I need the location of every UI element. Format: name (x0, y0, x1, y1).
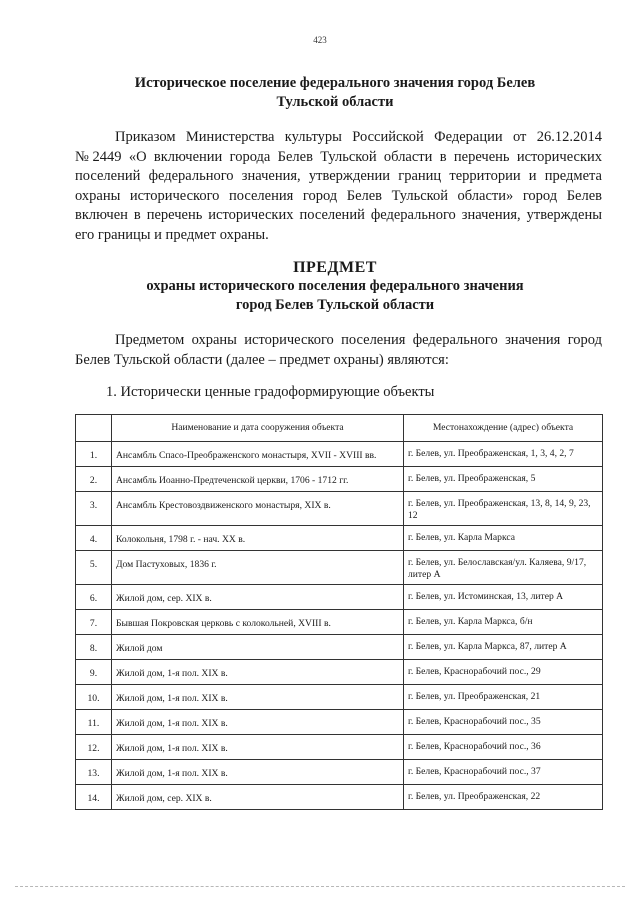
header-address: Местонахождение (адрес) объекта (404, 415, 603, 442)
table-row (76, 467, 603, 492)
object-address: г. Белев, Краснорабочий пос., 37 (404, 760, 603, 785)
object-address: г. Белев, ул. Преображенская, 22 (404, 785, 603, 810)
object-name: Жилой дом, 1-я пол. XIX в. (112, 760, 404, 785)
object-address: г. Белев, Краснорабочий пос., 36 (404, 735, 603, 760)
table-header-row (76, 415, 603, 442)
object-address: г. Белев, ул. Белославская/ул. Каляева, 9/17, литер А (404, 551, 603, 585)
row-number: 9. (76, 660, 112, 685)
table-row (76, 526, 603, 551)
intro-paragraph (75, 128, 602, 246)
object-address: г. Белев, ул. Карла Маркса (404, 526, 603, 551)
row-number: 1. (76, 442, 112, 467)
table-row (76, 760, 603, 785)
object-address: г. Белев, Краснорабочий пос., 35 (404, 710, 603, 735)
object-address: г. Белев, ул. Истоминская, 13, литер А (404, 585, 603, 610)
table-row (76, 635, 603, 660)
page-number: 423 (313, 35, 327, 45)
section-title: 1. Исторически ценные градоформирующие объекты (106, 384, 435, 400)
table-row (76, 442, 603, 467)
row-number: 10. (76, 685, 112, 710)
object-name: Жилой дом, 1-я пол. XIX в. (112, 710, 404, 735)
object-name: Бывшая Покровская церковь с колокольней, XVIII в. (112, 610, 404, 635)
objects-table (75, 414, 603, 810)
row-number: 5. (76, 551, 112, 585)
header-name: Наименование и дата сооружения объекта (112, 415, 404, 442)
row-number: 7. (76, 610, 112, 635)
document-title-line-1: Историческое поселение федерального значения город Белев (134, 75, 536, 91)
document-title-line-2: Тульской области (276, 94, 394, 110)
object-name: Ансамбль Крестовоздвиженского монастыря, XIX в. (112, 492, 404, 526)
row-number: 6. (76, 585, 112, 610)
object-name: Жилой дом, сер. XIX в. (112, 585, 404, 610)
scan-edge-line (15, 886, 625, 889)
row-number: 11. (76, 710, 112, 735)
table-row (76, 735, 603, 760)
table-row (76, 610, 603, 635)
object-name: Колокольня, 1798 г. - нач. XX в. (112, 526, 404, 551)
object-address: г. Белев, ул. Преображенская, 13, 8, 14, 9, 23, 12 (404, 492, 603, 526)
subject-paragraph (75, 330, 602, 370)
row-number: 12. (76, 735, 112, 760)
subject-heading-line-1: ПРЕДМЕТ (293, 259, 377, 276)
table-row (76, 551, 603, 585)
object-name: Жилой дом, 1-я пол. XIX в. (112, 685, 404, 710)
subject-heading-line-2: охраны исторического поселения федерального значения (146, 278, 524, 294)
object-address: г. Белев, ул. Преображенская, 21 (404, 685, 603, 710)
object-address: г. Белев, ул. Карла Маркса, б/н (404, 610, 603, 635)
table-row (76, 685, 603, 710)
object-name: Ансамбль Спасо-Преображенского монастыря, XVII - XVIII вв. (112, 442, 404, 467)
table-row (76, 785, 603, 810)
table-row (76, 492, 603, 526)
row-number: 13. (76, 760, 112, 785)
object-address: г. Белев, ул. Карла Маркса, 87, литер А (404, 635, 603, 660)
row-number: 8. (76, 635, 112, 660)
object-name: Жилой дом (112, 635, 404, 660)
table-row (76, 585, 603, 610)
row-number: 2. (76, 467, 112, 492)
object-address: г. Белев, Краснорабочий пос., 29 (404, 660, 603, 685)
table-body (76, 442, 603, 810)
object-name: Ансамбль Иоанно-Предтеченской церкви, 1706 - 1712 гг. (112, 467, 404, 492)
object-address: г. Белев, ул. Преображенская, 1, 3, 4, 2, 7 (404, 442, 603, 467)
subject-paragraph-text: Предметом охраны исторического поселения федерального значения город Белев Тульской области (далее – предмет охраны) являются: (75, 332, 602, 368)
row-number: 4. (76, 526, 112, 551)
object-name: Дом Пастуховых, 1836 г. (112, 551, 404, 585)
intro-text: Приказом Министерства культуры Российской Федерации от 26.12.2014 №2449 «О включении города Белев Тульской области в перечень исторических поселений федерального значения, утверждении границ территории и предмета охраны исторического поселения город Белев Тульской области» город Белев включен в перечень исторических поселений федерального значения, утверждены его границы и предмет охраны. (75, 129, 602, 243)
table-row (76, 710, 603, 735)
object-name: Жилой дом, 1-я пол. XIX в. (112, 660, 404, 685)
row-number: 3. (76, 492, 112, 526)
object-name: Жилой дом, сер. XIX в. (112, 785, 404, 810)
subject-heading (70, 258, 600, 315)
document-title (70, 74, 600, 112)
row-number: 14. (76, 785, 112, 810)
header-number (76, 415, 112, 442)
subject-heading-line-3: город Белев Тульской области (235, 297, 435, 313)
object-address: г. Белев, ул. Преображенская, 5 (404, 467, 603, 492)
object-name: Жилой дом, 1-я пол. XIX в. (112, 735, 404, 760)
table-row (76, 660, 603, 685)
